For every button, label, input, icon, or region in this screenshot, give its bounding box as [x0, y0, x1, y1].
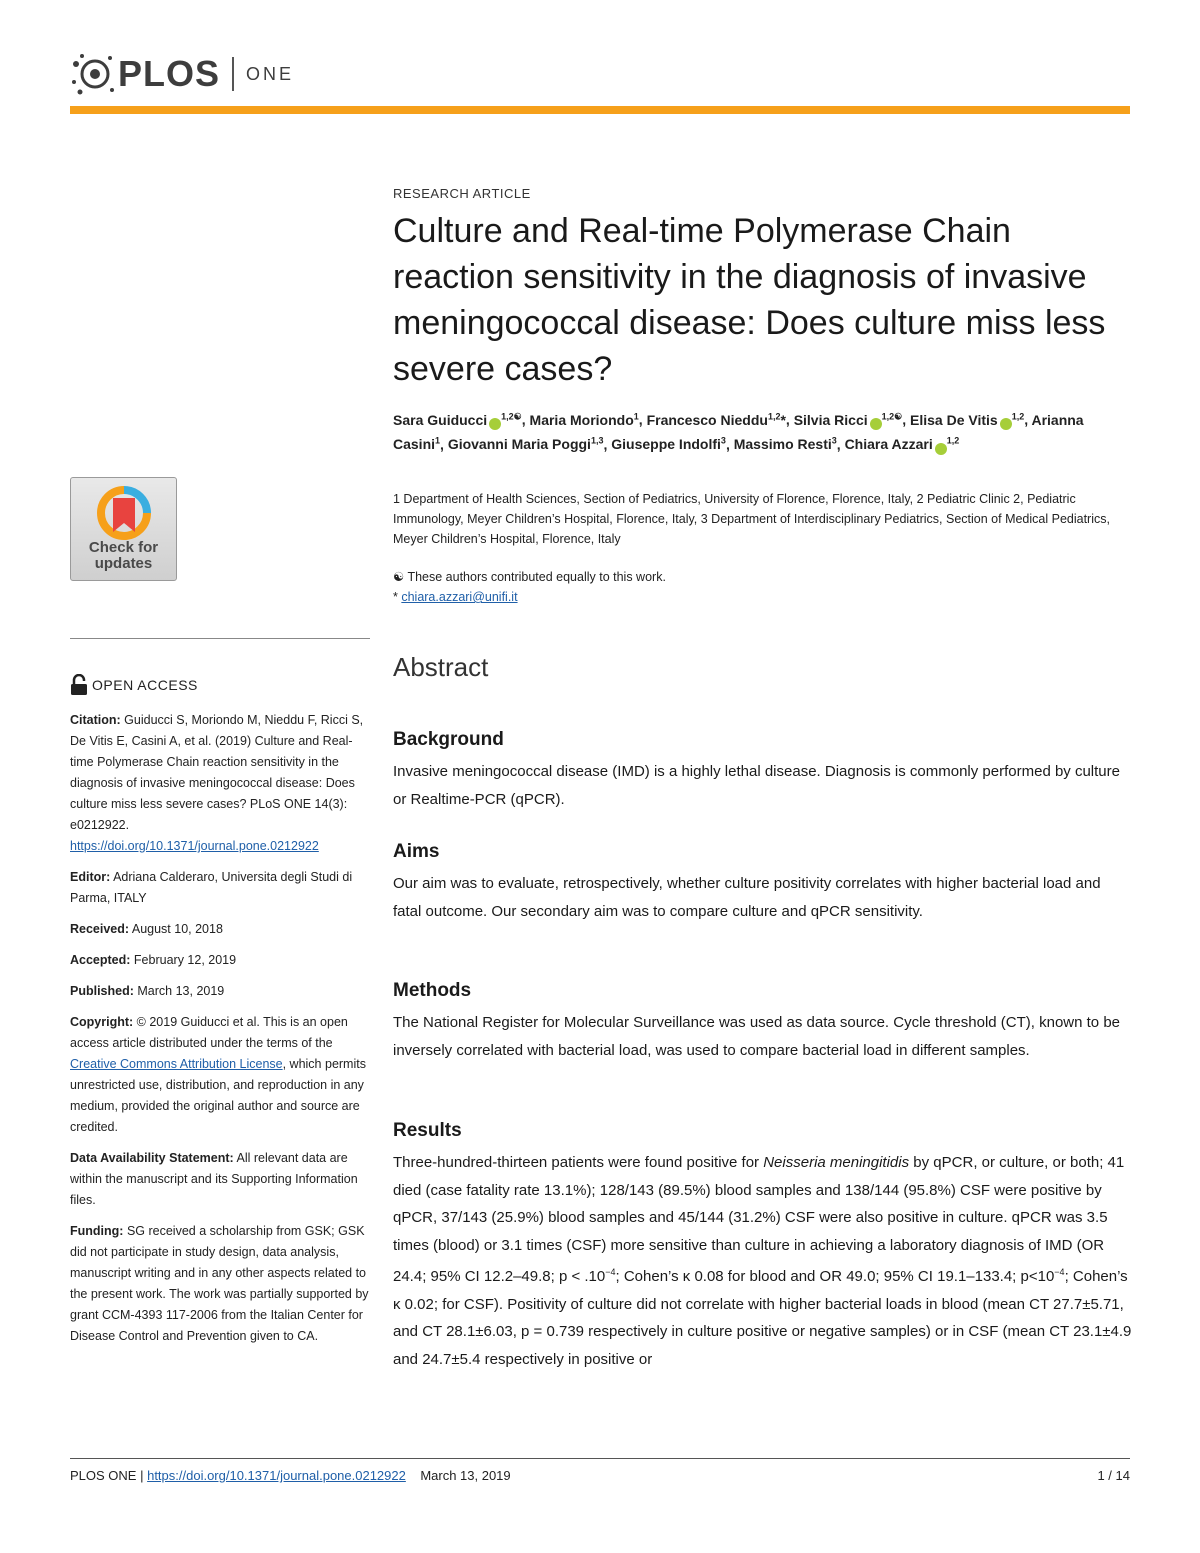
open-lock-icon: [70, 674, 88, 696]
published-block: [70, 981, 370, 1002]
author-name: Elisa De Vitis: [910, 411, 998, 428]
check-for-updates-button[interactable]: [70, 477, 177, 581]
editor-block: [70, 867, 370, 909]
orcid-icon[interactable]: [935, 443, 947, 455]
author-name: Arianna Casini: [393, 411, 1084, 453]
author-separator: ,: [521, 411, 530, 428]
received-block: [70, 919, 370, 940]
abstract-methods: [393, 977, 1133, 1064]
orcid-icon[interactable]: [870, 418, 882, 430]
author-affil-sup: 1,2: [1011, 411, 1025, 421]
author-separator: ,: [785, 411, 794, 428]
accepted-block: [70, 950, 370, 971]
organism-name: Neisseria meningitidis: [763, 1154, 910, 1171]
funding-text: SG received a scholarship from GSK; GSK did not participate in study design, data analysis, manuscript writing and in any other aspects related to the present work. The work was partially supported by grant CCM-4393 117-2006 from the Italian Center for Disease Control and Prevention given to CA.: [70, 1224, 369, 1343]
results-text-part: ; Cohen’s κ 0.08 for blood and OR 49.0; 95% CI 19.1–133.4; p<10: [615, 1268, 1055, 1285]
page-number: 1 / 14: [1097, 1468, 1130, 1483]
abstract-aims: [393, 838, 1133, 925]
background-text: Invasive meningococcal disease (IMD) is a highly lethal disease. Diagnosis is commonly performed by culture or Realtime-PCR (qPCR).: [393, 763, 1120, 808]
author[interactable]: [647, 412, 786, 428]
left-column-divider: [70, 638, 370, 639]
citation-doi-link[interactable]: https://doi.org/10.1371/journal.pone.0212922: [70, 839, 319, 853]
editor-text: Adriana Calderaro, Universita degli Studi di Parma, ITALY: [70, 870, 353, 905]
orcid-icon[interactable]: [1000, 418, 1012, 430]
author-name: Massimo Resti: [733, 436, 832, 453]
author-affil-sup: 3: [720, 435, 726, 446]
author[interactable]: [393, 412, 522, 428]
author-separator: ,: [603, 436, 612, 453]
open-access-badge: [70, 674, 198, 696]
copyright-text: © 2019 Guiducci et al. This is an open access article distributed under the terms of the: [70, 1015, 348, 1050]
results-heading: Results: [393, 1120, 462, 1141]
author-separator: ,: [725, 436, 734, 453]
citation-label: Citation:: [70, 713, 121, 727]
check-for-updates-label: Check for updates: [88, 539, 159, 572]
author-separator: ,: [836, 436, 845, 453]
article-type: RESEARCH ARTICLE: [393, 186, 531, 201]
exponent: −4: [1054, 1267, 1065, 1277]
background-heading: Background: [393, 729, 504, 750]
citation-block: [70, 710, 370, 857]
logo-divider: [232, 57, 234, 91]
author-affil-sup: 1,2: [767, 411, 781, 421]
citation-text: Guiducci S, Moriondo M, Nieddu F, Ricci S, De Vitis E, Casini A, et al. (2019) Culture and Real-time Polymerase Chain reaction sensitivity in the diagnosis of invasive meningococcal disease: Does culture miss less severe cases? PLoS ONE 14(3): e0212922.: [70, 713, 364, 832]
aims-heading: Aims: [393, 841, 440, 862]
data-availability-label: Data Availability Statement:: [70, 1151, 234, 1165]
results-text-part: by qPCR, or culture, or both; 41 died (case fatality rate 13.1%); 128/143 (89.5%) blood samples and 138/144 (95.8%) CSF were positive by qPCR, 37/143 (25.9%) blood samples and 45/144 (31.2%) CSF were also positive in culture. qPCR was 3.5 times (blood) or 3.1 times (CSF) more sensitive than culture in achieving a laboratory diagnosis of IMD (OR 24.4; 95% CI 12.2–49.8; p < .10: [393, 1154, 1125, 1285]
exponent: −4: [605, 1267, 616, 1277]
author-name: Giuseppe Indolfi: [611, 436, 721, 453]
copyright-label: Copyright:: [70, 1015, 134, 1029]
header-accent-bar: [70, 106, 1130, 114]
published-date: March 13, 2019: [137, 984, 225, 998]
abstract-background: [393, 726, 1133, 813]
crossmark-icon: [95, 486, 153, 540]
footer-journal: PLOS ONE |: [70, 1468, 144, 1483]
equal-contribution-note: ☯ These authors contributed equally to this work.: [393, 570, 666, 584]
results-text: [393, 1149, 1133, 1373]
results-text-part: Three-hundred-thirteen patients were found positive for: [393, 1154, 764, 1171]
results-text-part: ; Cohen’s κ 0.02; for CSF). Positivity of culture did not correlate with higher bacterial loads in blood (mean CT 27.7±5.71, and CT 28.1±6.03, p = 0.739 respectively in culture positive or negative samples) or in CSF (mean CT 23.1±4.9 and 24.7±5.4 respectively in positive or: [393, 1268, 1132, 1368]
received-date: August 10, 2018: [131, 922, 223, 936]
author-affil-sup: 1,3: [590, 435, 604, 446]
journal-brand: PLOS: [118, 53, 221, 94]
footer-doi-link[interactable]: https://doi.org/10.1371/journal.pone.0212922: [147, 1468, 406, 1483]
data-availability-text: All relevant data are within the manuscript and its Supporting Information files.: [70, 1151, 358, 1207]
journal-sub: ONE: [246, 63, 295, 84]
author[interactable]: [734, 436, 837, 452]
author-affil-sup: 1,2☯: [501, 411, 522, 421]
author-name: Chiara Azzari: [844, 436, 933, 453]
corresponding-author: [393, 587, 1133, 607]
data-availability-block: [70, 1148, 370, 1211]
article-title: Culture and Real-time Polymerase Chain reaction sensitivity in the diagnosis of invasive meningococcal disease: Does culture miss less severe cases?: [393, 212, 1106, 388]
author-separator: ,: [902, 411, 910, 428]
author-separator: ,: [440, 436, 448, 453]
author[interactable]: [910, 412, 1024, 428]
plos-logo-icon: [70, 52, 116, 96]
author[interactable]: [448, 436, 604, 452]
corresponding-email-link[interactable]: chiara.azzari@unifi.it: [401, 590, 518, 604]
author-separator: ,: [638, 411, 647, 428]
copyright-block: [70, 1012, 370, 1138]
author[interactable]: [611, 436, 726, 452]
author-name: Sara Guiducci: [393, 411, 488, 428]
published-label: Published:: [70, 984, 134, 998]
article-metadata: [70, 710, 370, 1357]
accepted-date: February 12, 2019: [133, 953, 237, 967]
corresponding-mark: *: [780, 411, 786, 428]
author-notes: [393, 567, 1133, 607]
author-affil-sup: 1: [633, 411, 639, 421]
footer-date: March 13, 2019: [420, 1468, 511, 1483]
copyright-text-post: , which permits unrestricted use, distribution, and reproduction in any medium, provided the original author and source are credited.: [70, 1057, 366, 1134]
author-name: Maria Moriondo: [529, 411, 634, 428]
abstract-heading: Abstract: [393, 652, 489, 682]
aims-text: Our aim was to evaluate, retrospectively, whether culture positivity correlates with higher bacterial load and fatal outcome. Our secondary aim was to compare culture and qPCR sensitivity.: [393, 875, 1101, 920]
journal-logo[interactable]: [70, 52, 294, 96]
corresponding-prefix: *: [393, 590, 402, 604]
author-affil-sup: 1: [435, 435, 441, 446]
orcid-icon[interactable]: [489, 418, 501, 430]
author[interactable]: [845, 436, 960, 452]
author[interactable]: [794, 412, 903, 428]
author-separator: ,: [1024, 411, 1032, 428]
page-footer: [70, 1468, 1130, 1483]
editor-label: Editor:: [70, 870, 111, 884]
abstract-results: [393, 1117, 1133, 1373]
author-list: [393, 406, 1133, 455]
methods-heading: Methods: [393, 980, 472, 1001]
methods-text: The National Register for Molecular Surveillance was used as data source. Cycle threshold (CT), known to be inversely correlated with bacterial load, was used to compare bacterial load in different samples.: [393, 1014, 1121, 1059]
accepted-label: Accepted:: [70, 953, 131, 967]
footer-divider: [70, 1458, 1130, 1459]
received-label: Received:: [70, 922, 130, 936]
funding-block: [70, 1221, 370, 1347]
funding-label: Funding:: [70, 1224, 124, 1238]
author-affil-sup: 1,2☯: [881, 411, 903, 421]
author[interactable]: [530, 412, 639, 428]
author-affil-sup: 1,2: [946, 435, 960, 446]
affiliations: 1 Department of Health Sciences, Section of Pediatrics, University of Florence, Florence, Italy, 2 Pediatric Clinic 2, Pediatric Immunology, Meyer Children’s Hospital, Florence, Italy, 3 Department of Interdisciplinary Pediatrics, Section of Medical Pediatrics, Meyer Children’s Hospital, Florence, Italy: [393, 492, 1110, 546]
open-access-label: OPEN ACCESS: [92, 677, 198, 693]
author-name: Giovanni Maria Poggi: [447, 436, 591, 453]
author-name: Francesco Nieddu: [646, 411, 768, 428]
license-link[interactable]: Creative Commons Attribution License: [70, 1057, 283, 1071]
author-affil-sup: 3: [831, 435, 837, 446]
author-name: Silvia Ricci: [793, 411, 868, 428]
